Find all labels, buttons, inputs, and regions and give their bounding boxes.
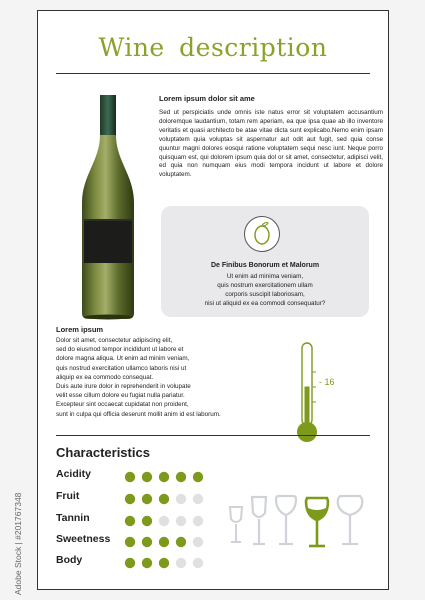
characteristic-label: Body xyxy=(56,554,83,566)
level-dot-filled xyxy=(142,558,152,568)
wine-glass-icon xyxy=(306,498,328,546)
level-dots xyxy=(124,471,224,483)
level-dots xyxy=(124,515,224,527)
top-divider xyxy=(56,73,370,74)
callout-line: quis nostrum exercitationem ullam xyxy=(217,281,313,289)
wine-glass-icon xyxy=(338,496,363,544)
level-dot-empty xyxy=(193,558,203,568)
level-dot-filled xyxy=(176,472,186,482)
callout-title: De Finibus Bonorum et Malorum xyxy=(210,262,320,269)
level-dot-empty xyxy=(193,494,203,504)
left-line: Excepteur sint occaecat cupidatat non proident, xyxy=(56,401,189,409)
main-heading: Lorem ipsum dolor sit ame xyxy=(159,94,255,103)
level-dot-empty xyxy=(176,494,186,504)
left-line: dolore magna aliqua. Ut enim ad minim veniam, xyxy=(56,355,190,363)
level-dot-empty xyxy=(176,516,186,526)
thermometer-fill xyxy=(305,387,310,428)
level-dots xyxy=(124,536,224,548)
left-paragraph xyxy=(56,336,251,419)
left-line: Duis aute irure dolor in reprehenderit in volupate xyxy=(56,383,191,391)
level-dot-filled xyxy=(125,558,135,568)
characteristic-label: Acidity xyxy=(56,468,92,480)
characteristic-label: Sweetness xyxy=(56,533,111,545)
page-title: Wine description xyxy=(98,33,328,62)
left-line: sunt in culpa qui officia deserunt mollit anim id est laborum. xyxy=(56,410,221,418)
characteristic-label: Tannin xyxy=(56,512,90,524)
left-line: velit esse cillum dolore eu fugiat nulla pariatur. xyxy=(56,392,185,400)
characteristic-label: Fruit xyxy=(56,490,80,502)
level-dots xyxy=(124,557,224,569)
level-dot-filled xyxy=(125,494,135,504)
level-dot-filled xyxy=(125,472,135,482)
left-line: quis nostrud exercitation ullamco laboris nisi ut xyxy=(56,364,187,372)
level-dot-empty xyxy=(193,516,203,526)
level-dot-filled xyxy=(159,558,169,568)
callout-line: Ut enim ad minima veniam, xyxy=(226,273,304,280)
wine-bottle-icon xyxy=(80,95,136,321)
level-dot-filled xyxy=(142,537,152,547)
wine-glass-icon xyxy=(276,496,296,544)
callout-line: nisi ut aliquid ex ea commodi consequatur? xyxy=(204,299,326,307)
characteristics-title: Characteristics xyxy=(56,445,150,460)
callout-text xyxy=(161,273,369,309)
level-dot-empty xyxy=(176,558,186,568)
level-dot-filled xyxy=(159,472,169,482)
temperature-label: - 16 xyxy=(319,377,335,387)
level-dot-filled xyxy=(125,516,135,526)
left-line: sed do eiusmod tempor incididunt ut labore et xyxy=(56,346,184,354)
level-dot-empty xyxy=(159,516,169,526)
wine-glasses-row xyxy=(228,481,368,553)
main-paragraph: Sed ut perspiciatis unde omnis iste natus error sit voluptatem accusantium doloremque laudantium, totam rem aperiam, ea que ipsa quae ab illo inventore veritatis et quasi architecto be atae vitae dicta sunt explicabo.Nemo enim ipsam voluptatem quia voluptas sit aspernatur aut odit aut fugit, sed quia conse quuntur magni dolores eosqui ratione voluptatem sequi nesc iunt. Neque porro quisquam est, qui dolorem ipsum quia dol or sit amet, consectetur, adipisci velit, ed quia non numquam eius modi tempora incidunt ut labore et dolore voluptatem. xyxy=(159,109,383,179)
wine-description-card xyxy=(37,10,389,590)
stock-watermark xyxy=(2,470,23,595)
level-dot-filled xyxy=(159,494,169,504)
level-dot-filled xyxy=(193,472,203,482)
level-dot-empty xyxy=(193,537,203,547)
flavor-callout xyxy=(161,206,369,317)
bottom-divider xyxy=(56,435,370,436)
wine-glass-icon xyxy=(230,507,242,542)
level-dot-filled xyxy=(125,537,135,547)
watermark-text: Adobe Stock | #201767348 xyxy=(13,492,23,595)
lemon-icon xyxy=(252,222,272,246)
lemon-icon-badge xyxy=(244,216,280,252)
level-dot-filled xyxy=(142,516,152,526)
callout-line: corporis suscipit laboriosam, xyxy=(225,290,305,298)
left-line: aliquip ex ea commodo consequat. xyxy=(56,373,154,381)
level-dot-filled xyxy=(176,537,186,547)
left-heading: Lorem ipsum xyxy=(56,325,104,334)
level-dot-filled xyxy=(142,472,152,482)
wine-glass-icon xyxy=(252,497,266,544)
thermometer-icon xyxy=(296,342,318,444)
level-dots xyxy=(124,493,224,505)
level-dot-filled xyxy=(142,494,152,504)
left-line: Dolor sit amet, consectetur adipiscing elit, xyxy=(56,337,173,344)
level-dot-filled xyxy=(159,537,169,547)
